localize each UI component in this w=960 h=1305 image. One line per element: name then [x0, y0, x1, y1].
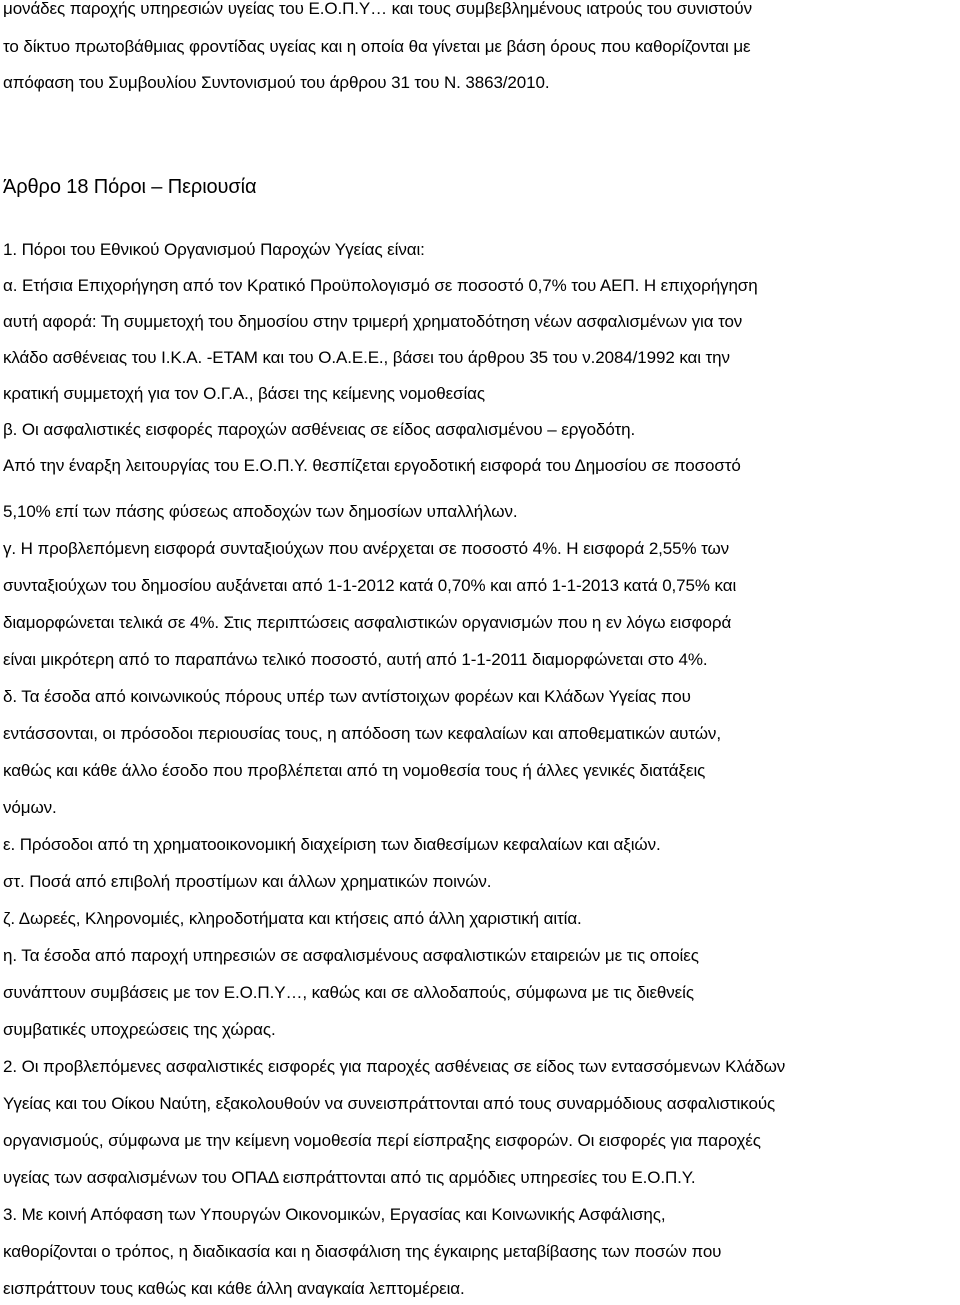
text-line: β. Οι ασφαλιστικές εισφορές παροχών ασθένειας σε είδος ασφαλισμένου – εργοδότη.: [3, 420, 636, 439]
text-line: είναι μικρότερη από το παραπάνω τελικό ποσοστό, αυτή από 1-1-2011 διαμορφώνεται στο 4%.: [3, 650, 708, 669]
text-line: γ. Η προβλεπόμενη εισφορά συνταξιούχων που ανέρχεται σε ποσοστό 4%. Η εισφορά 2,55% των: [3, 539, 730, 558]
text-line: Από την έναρξη λειτουργίας του Ε.Ο.Π.Υ. θεσπίζεται εργοδοτική εισφορά του Δημοσίου σε ποσοστό: [3, 456, 741, 475]
text-line: υγείας των ασφαλισμένων του ΟΠΑΔ εισπράττονται από τις αρμόδιες υπηρεσίες του Ε.Ο.Π.Υ.: [3, 1168, 696, 1187]
text-line: 2. Οι προβλεπόμενες ασφαλιστικές εισφορές για παροχές ασθένειας σε είδος των εντασσόμενων Κλάδων: [3, 1057, 786, 1076]
text-line: συνάπτουν συμβάσεις με τον Ε.Ο.Π.Υ…, καθώς και σε αλλοδαπούς, σύμφωνα με τις διεθνείς: [3, 983, 694, 1002]
text-line: καθορίζονται ο τρόπος, η διαδικασία και η διασφάλιση της έγκαιρης μεταβίβασης των ποσών που: [3, 1242, 722, 1261]
text-line: απόφαση του Συμβουλίου Συντονισμού του άρθρου 31 του Ν. 3863/2010.: [3, 73, 550, 92]
text-line: η. Τα έσοδα από παροχή υπηρεσιών σε ασφαλισμένους ασφαλιστικών εταιρειών με τις οποίες: [3, 946, 699, 965]
text-line: ε. Πρόσοδοι από τη χρηματοοικονομική διαχείριση των διαθεσίμων κεφαλαίων και αξιών.: [3, 835, 661, 854]
text-line: 3. Με κοινή Απόφαση των Υπουργών Οικονομικών, Εργασίας και Κοινωνικής Ασφάλισης,: [3, 1205, 666, 1224]
text-line: εισπράττουν τους καθώς και κάθε άλλη αναγκαία λεπτομέρεια.: [3, 1279, 465, 1298]
text-line: οργανισμούς, σύμφωνα με την κείμενη νομοθεσία περί είσπραξης εισφορών. Οι εισφορές για παροχές: [3, 1131, 761, 1150]
text-line: εντάσσονται, οι πρόσοδοι περιουσίας τους, η απόδοση των κεφαλαίων και αποθεματικών αυτών,: [3, 724, 721, 743]
text-line: δ. Τα έσοδα από κοινωνικούς πόρους υπέρ των αντίστοιχων φορέων και Κλάδων Υγείας που: [3, 687, 691, 706]
text-line: συνταξιούχων του δημοσίου αυξάνεται από 1-1-2012 κατά 0,70% και από 1-1-2013 κατά 0,75% και: [3, 576, 737, 595]
text-line: το δίκτυο πρωτοβάθμιας φροντίδας υγείας και η οποία θα γίνεται με βάση όρους που καθορίζονται με: [3, 37, 751, 56]
text-line: α. Ετήσια Επιχορήγηση από τον Κρατικό Προϋπολογισμό σε ποσοστό 0,7% του ΑΕΠ. Η επιχορήγηση: [3, 276, 758, 295]
text-line: στ. Ποσά από επιβολή προστίμων και άλλων χρηματικών ποινών.: [3, 872, 492, 891]
text-line: 5,10% επί των πάσης φύσεως αποδοχών των δημοσίων υπαλλήλων.: [3, 502, 518, 521]
text-line: αυτή αφορά: Τη συμμετοχή του δημοσίου στην τριμερή χρηματοδότηση νέων ασφαλισμένων για τον: [3, 312, 743, 331]
text-line: κλάδο ασθένειας του Ι.Κ.Α. -ΕΤΑΜ και του Ο.Α.Ε.Ε., βάσει του άρθρου 35 του ν.2084/1992 και την: [3, 348, 730, 367]
text-line: κρατική συμμετοχή για τον Ο.Γ.Α., βάσει της κείμενης νομοθεσίας: [3, 384, 485, 403]
text-line: Υγείας και του Οίκου Ναύτη, εξακολουθούν να συνεισπράττονται από τους συναρμόδιους ασφαλιστικούς: [3, 1094, 776, 1113]
text-line: συμβατικές υποχρεώσεις της χώρας.: [3, 1020, 276, 1039]
text-line: ζ. Δωρεές, Κληρονομιές, κληροδοτήματα και κτήσεις από άλλη χαριστική αιτία.: [3, 909, 582, 928]
article-heading: Άρθρο 18 Πόροι – Περιουσία: [3, 176, 257, 198]
text-line: διαμορφώνεται τελικά σε 4%. Στις περιπτώσεις ασφαλιστικών οργανισμών που η εν λόγω εισφορά: [3, 613, 732, 632]
text-line: 1. Πόροι του Εθνικού Οργανισμού Παροχών Υγείας είναι:: [3, 240, 425, 259]
text-line: νόμων.: [3, 798, 57, 817]
text-line: καθώς και κάθε άλλο έσοδο που προβλέπεται από τη νομοθεσία τους ή άλλες γενικές διατάξεις: [3, 761, 706, 780]
text-line: μονάδες παροχής υπηρεσιών υγείας του Ε.Ο.Π.Υ… και τους συμβεβλημένους ιατρούς του συνιστούν: [3, 0, 752, 18]
